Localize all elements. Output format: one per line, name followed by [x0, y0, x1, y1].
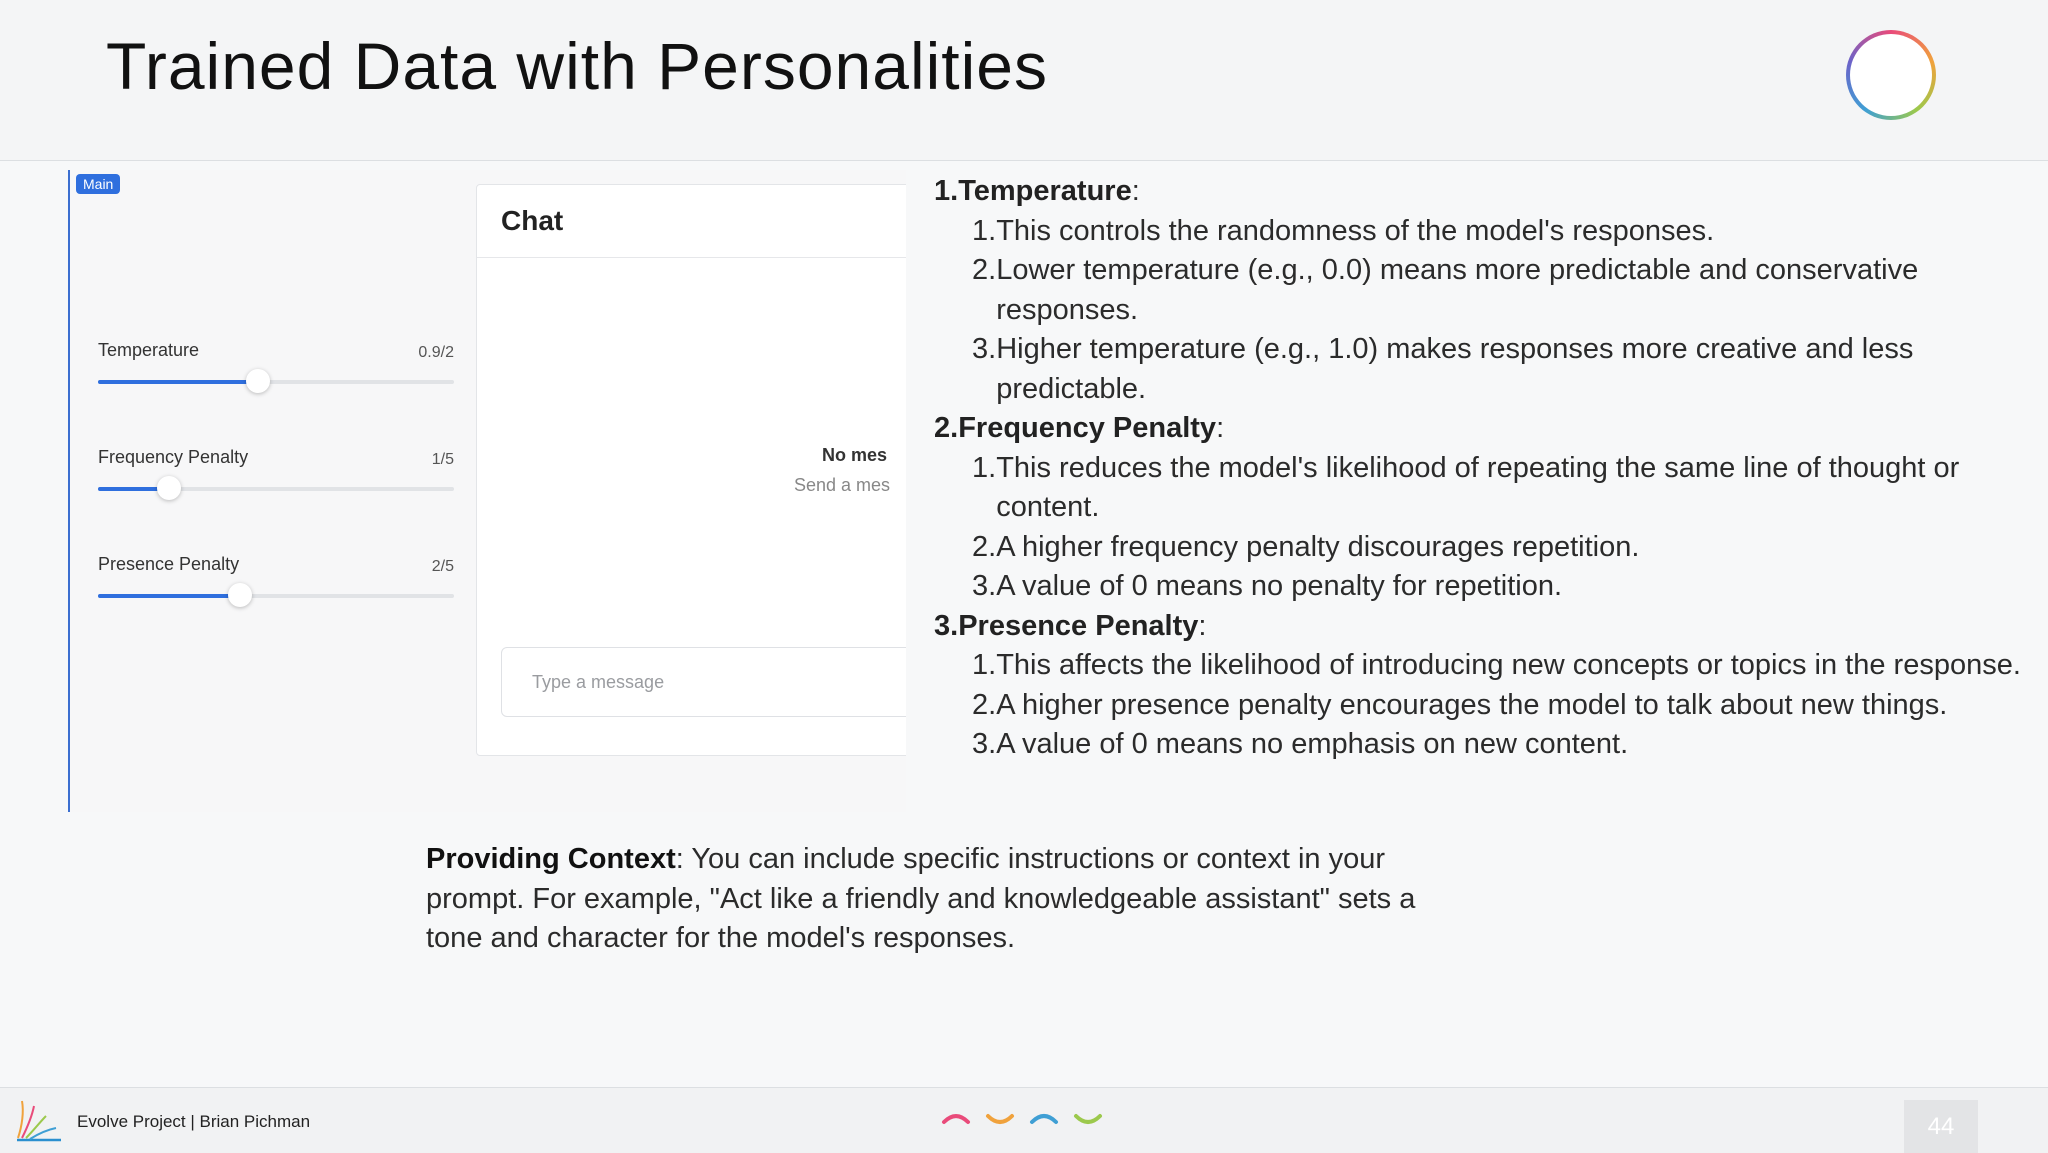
slider-value: 2/5 — [431, 558, 454, 575]
context-text: : You can include specific instructions or context in your prompt. For example, "Act like a friendly and knowledgeable assistant" sets a tone and character for the model's responses. — [426, 843, 1416, 954]
section-number: 3. — [934, 609, 959, 642]
context-label: Providing Context — [426, 843, 676, 875]
item-text: A higher frequency penalty discourages repetition. — [996, 530, 1640, 563]
page-number: 44 — [1904, 1100, 1978, 1153]
section-name: Temperature — [958, 175, 1132, 207]
slider-thumb[interactable] — [157, 476, 181, 500]
item-text: A higher presence penalty encourages the model to talk about new things. — [996, 688, 1948, 721]
parameter-notes — [934, 172, 2034, 765]
slide-footer — [0, 1087, 2048, 1153]
slider-track[interactable] — [98, 380, 454, 384]
slider-label: Frequency Penalty — [98, 447, 249, 467]
chat-panel — [476, 184, 906, 756]
slide-header — [0, 0, 2048, 161]
slider-label: Temperature — [98, 340, 200, 360]
item-text: Lower temperature (e.g., 0.0) means more predictable and conservative responses. — [996, 254, 1919, 326]
item-text: A value of 0 means no emphasis on new content. — [996, 728, 1629, 760]
ring-logo-icon — [1846, 30, 1936, 120]
item-number: 1. — [972, 451, 997, 484]
item-number: 1. — [972, 649, 997, 681]
list-item — [934, 528, 2034, 568]
section-number: 1. — [934, 175, 959, 207]
section-name: Frequency Penalty — [958, 412, 1217, 444]
list-item — [934, 251, 2034, 330]
slider-label: Presence Penalty — [98, 554, 240, 574]
list-item — [934, 212, 2034, 252]
list-item — [934, 686, 2034, 726]
empty-state-title: No mes — [822, 445, 888, 465]
evolve-logo-icon — [14, 1098, 64, 1144]
item-text: This reduces the model's likelihood of repeating the same line of thought or content. — [996, 451, 1960, 523]
slider-fill — [98, 380, 258, 384]
ring-logo-inner — [1850, 34, 1932, 116]
providing-context-paragraph — [426, 840, 1446, 959]
section-heading — [934, 172, 2034, 212]
list-item — [934, 567, 2034, 607]
section-heading — [934, 607, 2034, 647]
chat-divider — [477, 257, 906, 258]
slider-fill — [98, 594, 240, 598]
item-number: 3. — [972, 333, 997, 365]
item-number: 2. — [972, 688, 997, 721]
main-badge: Main — [76, 174, 120, 194]
message-input[interactable]: Type a message — [501, 647, 906, 717]
colon: : — [1131, 175, 1140, 207]
slider-track[interactable] — [98, 594, 454, 598]
slider-track[interactable] — [98, 487, 454, 491]
item-number: 3. — [972, 728, 997, 760]
list-item — [934, 725, 2034, 765]
list-item — [934, 646, 2034, 686]
item-text: Higher temperature (e.g., 1.0) makes responses more creative and less predictable. — [996, 333, 1914, 405]
slider-value: 0.9/2 — [418, 344, 454, 361]
list-item — [934, 449, 2034, 528]
colon: : — [1198, 609, 1207, 642]
colon: : — [1216, 412, 1225, 444]
slider-value: 1/5 — [431, 451, 454, 468]
item-text: This controls the randomness of the model's responses. — [996, 214, 1715, 247]
item-number: 3. — [972, 570, 997, 602]
section-heading — [934, 409, 2034, 449]
item-number: 2. — [972, 254, 997, 286]
empty-state-subtitle: Send a mes — [794, 475, 891, 495]
footer-credit: Evolve Project | Brian Pichman — [77, 1112, 311, 1131]
item-number: 1. — [972, 214, 997, 247]
wave-decoration-icon — [940, 1108, 1110, 1132]
slider-thumb[interactable] — [246, 369, 270, 393]
slider-thumb[interactable] — [228, 583, 252, 607]
section-number: 2. — [934, 412, 959, 444]
item-text: This affects the likelihood of introducing new concepts or topics in the response. — [996, 649, 2021, 681]
chat-title: Chat — [501, 205, 564, 236]
embedded-screenshot — [68, 170, 906, 812]
item-number: 2. — [972, 530, 997, 563]
item-text: A value of 0 means no penalty for repetition. — [996, 570, 1563, 602]
section-name: Presence Penalty — [958, 609, 1199, 642]
slide-title: Trained Data with Personalities — [106, 29, 1048, 103]
list-item — [934, 330, 2034, 409]
